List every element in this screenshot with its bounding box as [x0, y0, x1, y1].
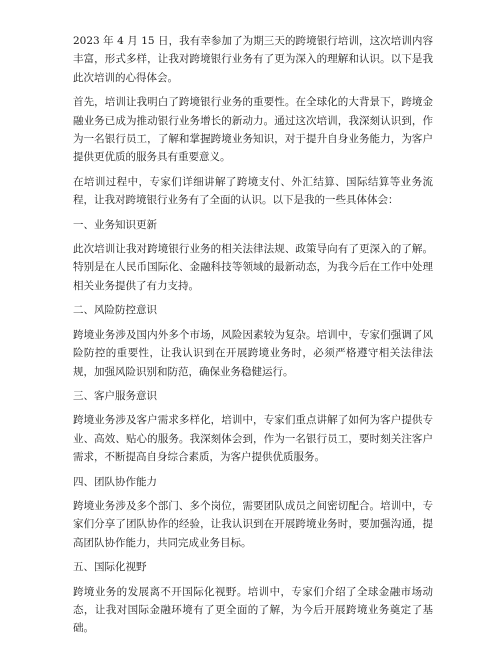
process-paragraph: 在培训过程中，专家们详细讲解了跨境支付、外汇结算、国际结算等业务流程，让我对跨境银行业务有了全面的认识。以下是我的一些具体体会： — [73, 175, 433, 207]
section-paragraph-2: 跨境业务涉及国内外多个市场，风险因素较为复杂。培训中，专家们强调了风险防控的重要性，让我认识到在开展跨境业务时，必须严格遵守相关法律法规，加强风险识别和防范，确保业务稳健运行。 — [73, 328, 433, 378]
section-heading-4: 四、团队协作能力 — [73, 475, 157, 488]
section-paragraph-4: 跨境业务涉及多个部门、多个岗位，需要团队成员之间密切配合。培训中，专家们分享了团队协作的经验，让我认识到在开展跨境业务时，要加强沟通，提高团队协作能力，共同完成业务目标。 — [73, 499, 433, 549]
section-heading-5: 五、国际化视野 — [73, 561, 147, 574]
intro-paragraph: 2023 年 4 月 15 日，我有幸参加了为期三天的跨境银行培训，这次培训内容丰富，形式多样，让我对跨境银行业务有了更为深入的理解和认识。以下是我此次培训的心得体会。 — [73, 35, 433, 84]
section-heading-1: 一、业务知识更新 — [73, 218, 157, 231]
section-paragraph-3: 跨境业务涉及客户需求多样化，培训中，专家们重点讲解了如何为客户提供专业、高效、贴心的服务。我深刻体会到，作为一名银行员工，要时刻关注客户需求，不断提高自身综合素质，为客户提供优质服务。 — [73, 414, 433, 464]
section-heading-2: 二、风险防控意识 — [73, 304, 157, 317]
section-paragraph-5: 跨境业务的发展离不开国际化视野。培训中，专家们介绍了全球金融市场动态，让我对国际金融环境有了更全面的了解，为今后开展跨境业务奠定了基础。 — [73, 585, 433, 635]
importance-paragraph: 首先，培训让我明白了跨境银行业务的重要性。在全球化的大背景下，跨境金融业务已成为推动银行业务增长的新动力。通过这次培训，我深刻认识到，作为一名银行员工，了解和掌握跨境业务知识，对于提升自身业务能力，为客户提供更优质的服务具有重要意义。 — [73, 96, 433, 164]
document-body — [73, 32, 433, 644]
section-heading-3: 三、客户服务意识 — [73, 389, 157, 402]
section-paragraph-1: 此次培训让我对跨境银行业务的相关法律法规、政策导向有了更深入的了解。特别是在人民币国际化、金融科技等领域的最新动态，为我今后在工作中处理相关业务提供了有力支持。 — [73, 243, 433, 292]
